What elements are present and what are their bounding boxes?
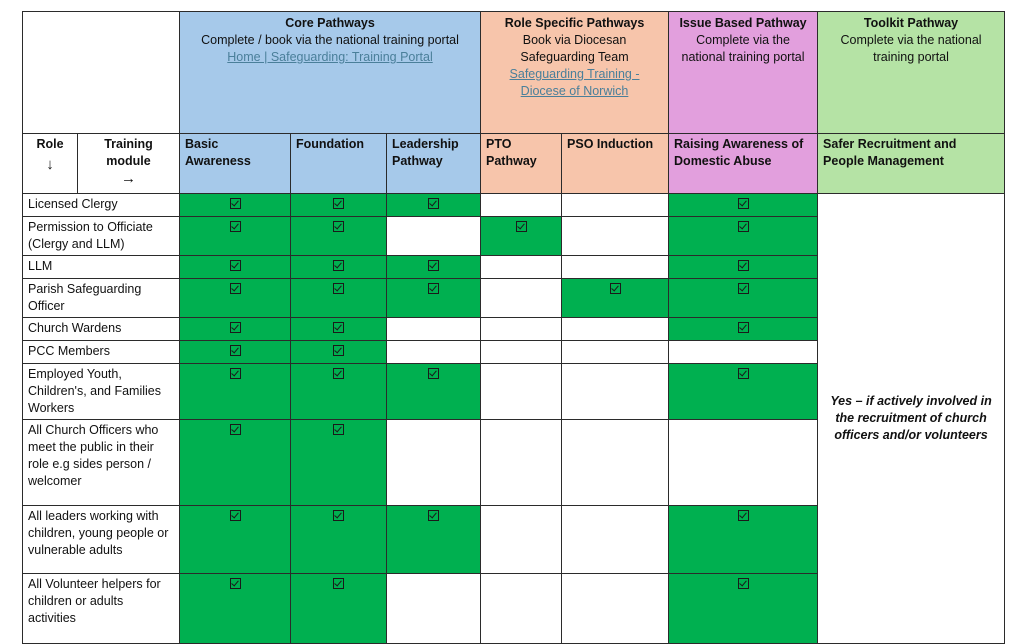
module-header-row: [23, 134, 1005, 194]
required-cell: [180, 217, 291, 256]
empty-cell: [481, 318, 562, 341]
toolkit-note-cell: Yes – if actively involved in the recruitment of church officers and/or volunteers: [818, 194, 1005, 644]
core-pathways-sub: Complete / book via the national training portal: [201, 33, 459, 47]
empty-cell: [562, 318, 669, 341]
required-cell: [180, 318, 291, 341]
role-cell: All leaders working with children, young people or vulnerable adults: [23, 506, 180, 574]
toolkit-sub: Complete via the national training portal: [840, 33, 982, 64]
checkbox-checked-icon: [428, 283, 439, 294]
toolkit-header: [818, 12, 1005, 134]
required-cell: [291, 256, 387, 279]
required-cell: [669, 279, 818, 318]
empty-cell: [481, 364, 562, 420]
safer-recruitment-header: Safer Recruitment and People Management: [818, 134, 1005, 194]
pso-header: PSO Induction: [562, 134, 669, 194]
checkbox-checked-icon: [738, 368, 749, 379]
basic-awareness-header: Basic Awareness: [180, 134, 291, 194]
checkbox-checked-icon: [230, 368, 241, 379]
checkbox-checked-icon: [738, 260, 749, 271]
empty-cell: [481, 506, 562, 574]
required-cell: [180, 420, 291, 506]
required-cell: [180, 194, 291, 217]
empty-cell: [562, 341, 669, 364]
required-cell: [387, 194, 481, 217]
required-cell: [669, 318, 818, 341]
checkbox-checked-icon: [516, 221, 527, 232]
empty-cell: [481, 279, 562, 318]
core-pathways-header: [180, 12, 481, 134]
role-specific-sub: Book via Diocesan Safeguarding Team: [520, 33, 629, 64]
checkbox-checked-icon: [230, 578, 241, 589]
pto-header: PTO Pathway: [481, 134, 562, 194]
required-cell: [291, 506, 387, 574]
toolkit-title: Toolkit Pathway: [863, 16, 959, 30]
role-cell: Parish Safeguarding Officer: [23, 279, 180, 318]
checkbox-checked-icon: [333, 221, 344, 232]
checkbox-checked-icon: [230, 283, 241, 294]
empty-cell: [562, 217, 669, 256]
checkbox-checked-icon: [230, 221, 241, 232]
checkbox-checked-icon: [333, 283, 344, 294]
required-cell: [291, 364, 387, 420]
checkbox-checked-icon: [333, 424, 344, 435]
checkbox-checked-icon: [333, 345, 344, 356]
required-cell: [291, 217, 387, 256]
role-cell: Church Wardens: [23, 318, 180, 341]
empty-cell: [387, 341, 481, 364]
required-cell: [180, 574, 291, 644]
checkbox-checked-icon: [333, 198, 344, 209]
empty-cell: [562, 420, 669, 506]
checkbox-checked-icon: [230, 322, 241, 333]
checkbox-checked-icon: [333, 260, 344, 271]
required-cell: [562, 279, 669, 318]
role-cell: All Church Officers who meet the public in their role e.g sides person / welcomer: [23, 420, 180, 506]
core-pathways-link[interactable]: Home | Safeguarding: Training Portal: [227, 50, 433, 64]
role-cell: LLM: [23, 256, 180, 279]
training-matrix-table: [22, 11, 1005, 644]
required-cell: [669, 364, 818, 420]
empty-cell: [562, 506, 669, 574]
checkbox-checked-icon: [333, 578, 344, 589]
required-cell: [291, 318, 387, 341]
empty-cell: [481, 256, 562, 279]
module-column-header: [78, 134, 180, 194]
required-cell: [387, 279, 481, 318]
empty-cell: [481, 574, 562, 644]
role-cell: All Volunteer helpers for children or adults activities: [23, 574, 180, 644]
required-cell: [291, 420, 387, 506]
empty-cell: [387, 574, 481, 644]
checkbox-checked-icon: [333, 322, 344, 333]
raising-awareness-header: Raising Awareness of Domestic Abuse: [669, 134, 818, 194]
empty-cell: [481, 194, 562, 217]
role-cell: Licensed Clergy: [23, 194, 180, 217]
issue-based-title: Issue Based Pathway: [679, 16, 807, 30]
required-cell: [387, 364, 481, 420]
empty-cell: [562, 256, 669, 279]
role-specific-link[interactable]: Safeguarding Training - Diocese of Norwich: [509, 67, 640, 98]
required-cell: [291, 341, 387, 364]
required-cell: [669, 217, 818, 256]
checkbox-checked-icon: [738, 198, 749, 209]
checkbox-checked-icon: [738, 322, 749, 333]
checkbox-checked-icon: [230, 345, 241, 356]
right-arrow-icon: →: [121, 170, 136, 187]
required-cell: [291, 194, 387, 217]
role-specific-header: [481, 12, 669, 134]
empty-cell: [481, 420, 562, 506]
table-row: [23, 194, 1005, 217]
required-cell: [387, 256, 481, 279]
core-pathways-title: Core Pathways: [285, 16, 375, 30]
checkbox-checked-icon: [230, 424, 241, 435]
required-cell: [180, 364, 291, 420]
checkbox-checked-icon: [428, 260, 439, 271]
checkbox-checked-icon: [610, 283, 621, 294]
role-cell: PCC Members: [23, 341, 180, 364]
checkbox-checked-icon: [738, 510, 749, 521]
empty-cell: [387, 217, 481, 256]
required-cell: [180, 341, 291, 364]
required-cell: [669, 256, 818, 279]
empty-cell: [669, 420, 818, 506]
blank-corner-cell: [23, 12, 180, 134]
empty-cell: [481, 341, 562, 364]
checkbox-checked-icon: [738, 578, 749, 589]
required-cell: [481, 217, 562, 256]
leadership-header: Leadership Pathway: [387, 134, 481, 194]
module-label: Training module: [104, 137, 153, 168]
checkbox-checked-icon: [333, 510, 344, 521]
role-column-header: [23, 134, 78, 194]
empty-cell: [562, 364, 669, 420]
checkbox-checked-icon: [428, 368, 439, 379]
checkbox-checked-icon: [738, 221, 749, 232]
checkbox-checked-icon: [230, 510, 241, 521]
checkbox-checked-icon: [428, 510, 439, 521]
required-cell: [291, 279, 387, 318]
required-cell: [669, 194, 818, 217]
empty-cell: [387, 318, 481, 341]
checkbox-checked-icon: [333, 368, 344, 379]
foundation-header: Foundation: [291, 134, 387, 194]
role-label: Role: [36, 137, 64, 151]
pathway-header-row: [23, 12, 1005, 134]
checkbox-checked-icon: [738, 283, 749, 294]
empty-cell: [562, 194, 669, 217]
required-cell: [180, 279, 291, 318]
required-cell: [669, 506, 818, 574]
checkbox-checked-icon: [428, 198, 439, 209]
required-cell: [180, 256, 291, 279]
required-cell: [387, 506, 481, 574]
role-specific-title: Role Specific Pathways: [504, 16, 645, 30]
role-cell: Employed Youth, Children's, and Families Workers: [23, 364, 180, 420]
required-cell: [669, 574, 818, 644]
checkbox-checked-icon: [230, 198, 241, 209]
empty-cell: [562, 574, 669, 644]
empty-cell: [669, 341, 818, 364]
issue-based-sub: Complete via the national training portal: [681, 33, 805, 64]
empty-cell: [387, 420, 481, 506]
issue-based-header: [669, 12, 818, 134]
required-cell: [291, 574, 387, 644]
checkbox-checked-icon: [230, 260, 241, 271]
role-cell: Permission to Officiate (Clergy and LLM): [23, 217, 180, 256]
down-arrow-icon: ↓: [46, 156, 54, 173]
required-cell: [180, 506, 291, 574]
